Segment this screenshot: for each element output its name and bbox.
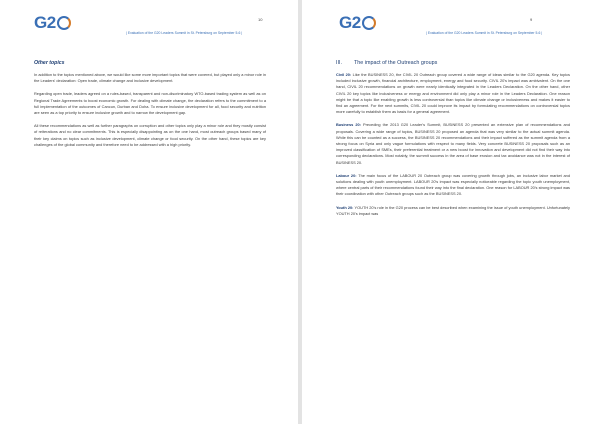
paragraph-lead: Labour 20: — [336, 172, 357, 178]
paragraph — [336, 173, 570, 198]
paragraph-text: Like the BUSINESS 20, the CIVIL 20 Outreach group covered a wide range of ideas similar to the G20 agenda. Key topics included inclusive growth, financial architecture, employment, energy and food security. CIVIL 20's impact was ambivalent. On the one hand, CIVIL 20 recommendations on growth were nearly identically integrated in the Leaders Declaration. On the other hand, other CIVIL 20 key topics like inclusiveness or energy and environment did only play a minor role in the Leaders Declaration. One reason might be that a topic like enabling growth is less controversial than topics like climate change or inclusiveness and makes it easier to find an agreement. For the next summits, CIVIL 20 could improve its impact by formulating recommendations on controversial topics more carefully to establish them as basis for a general agreement. — [336, 72, 571, 115]
page-number: 9 — [530, 17, 533, 22]
paragraph — [336, 122, 570, 165]
page-content — [34, 60, 266, 155]
paragraph — [336, 72, 570, 115]
paragraph: Regarding open trade, leaders agreed on a rules-based, transparent and non-discriminatory WTO-based trading system as well as on Regional Trade Agreements to boost economic growth. For dealing with climate change, the declaration refers to the commitment to a full implementation of the outcomes of Cancun, Durban and Doha. To ensure inclusive development for all, food security and nutrition are seen as a top priority to ensure inclusive growth and to narrow the development gap. — [34, 91, 266, 116]
logo-text: G2 — [34, 13, 56, 32]
paragraph-lead: Civil 20: — [336, 72, 352, 77]
running-header: | Evaluation of the G20 Leaders Summit in St. Petersburg on September 5-6 | — [126, 31, 243, 35]
left-page — [0, 0, 298, 424]
paragraph — [336, 205, 570, 217]
paragraph: In addition to the topics mentioned above, we would like some more important topics that were covered, but played only a minor role in the Leaders' declaration: Open trade, climate change and inclusive development. — [34, 72, 266, 84]
page-number: 10 — [258, 17, 263, 22]
paragraph-lead: Youth 20: — [336, 204, 354, 210]
paragraph-text: YOUTH 20's role in the G20 process can be best described when examining the issue of youth unemployment. Unfortunately YOUTH 20's impact was — [336, 204, 571, 216]
section-number: III. — [336, 60, 342, 66]
running-header: | Evaluation of the G20 Leaders Summit in St. Petersburg on September 5-6 | — [426, 31, 543, 35]
paragraph: All these recommendations as well as further paragraphs on corruption and other topics only play a minor role and they mostly consist of reiterations and no clear commitments. This is especially disappointing as on the one hand, most outreach groups based many of their key claims on topics such as inclusive development, climate change or food security. On the other hand, these topics are key challenges of the global community and therefore need to be addressed with a high priority. — [34, 123, 266, 147]
right-page — [302, 0, 600, 424]
section-title: The impact of the Outreach groups — [354, 60, 438, 66]
paragraph-lead: Business 20: — [336, 122, 361, 128]
logo-ring-icon — [57, 16, 71, 30]
g20-logo — [339, 14, 376, 32]
section-heading: Other topics — [34, 60, 65, 66]
section-heading — [336, 60, 570, 66]
paragraph-text: The main focus of the LABOUR 20 Outreach group was covering growth through jobs, an inclusive labor market and solutions dealing with youth unemployment. LABOUR 20's impact was especially noticeable regarding the topic youth unemployment, where central parts of their recommendations found their way into the final declaration. One reason for LABOUR 20's strong impact was their coordination with other Outreach groups such as the BUSINESS 20. — [336, 172, 570, 197]
page-content — [336, 60, 570, 224]
logo-ring-icon — [362, 16, 376, 30]
logo-text: G2 — [339, 13, 361, 32]
g20-logo — [34, 14, 71, 32]
paragraph-text: Preceding the 2013 G20 Leader's Summit, BUSINESS 20 presented an extensive plan of recommendations and proposals. Covering a wide range of topics, BUSINESS 20 proposed an agenda that was very similar to the actual summit agenda. While this can be counted as a success, the BUSINESS 20 recommendations and their impact suffered as the summit agenda from a strong focus on Syria and only vague formulations with respect to many fields. Very concrete BUSINESS 20 proposals such as an improved classification of SMEs, their preferential treatment or a new boost for innovation and development did not find their way into corresponding declarations. Most notably, the summit success in the area of base erosion and tax avoidance was not in the interest of BUSINESS 20. — [336, 122, 570, 165]
